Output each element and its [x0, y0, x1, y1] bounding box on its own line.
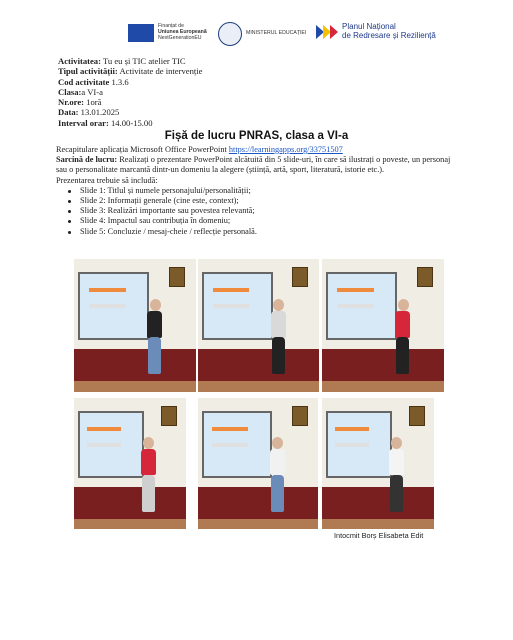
classroom-photo — [198, 398, 318, 529]
classroom-photo — [74, 398, 186, 529]
meta-activity: Activitatea: Tu eu și TIC atelier TIC — [58, 56, 186, 66]
meta-interval: Interval orar: 14.00-15.00 — [58, 117, 153, 128]
page-title: Fișă de lucru PNRAS, clasa a VI-a — [164, 130, 349, 142]
classroom-photo — [322, 259, 444, 392]
list-item: Slide 3: Realizări importante sau povestea relevantă; — [56, 206, 452, 216]
meta-date: Data: 13.01.2025 — [58, 107, 120, 118]
list-item: Slide 5: Concluzie / mesaj-cheie / reflecție personală. — [56, 227, 452, 237]
ministry-name: MINISTERUL EDUCAȚIEI — [246, 30, 307, 36]
list-item: Slide 4: Impactul sau contribuția în domeniu; — [56, 216, 452, 226]
pnrr-title: Planul Național de Redresare și Reziliență — [342, 22, 436, 40]
classroom-photo — [198, 259, 319, 392]
classroom-photo — [74, 259, 196, 392]
task-paragraph: Sarcină de lucru: Realizați o prezentare PowerPoint alcătuită din 5 slide-uri, în care să ilustrați o poveste, un personaj sau o personalitate marcantă dintr-un domeniu la alegere (știință, artă, sport, literatură, istorie etc.). — [56, 155, 451, 175]
meta-type: Tipul activității: Activitate de intervenție — [58, 66, 203, 77]
list-item: Slide 2: Informații generale (cine este, context); — [56, 196, 452, 206]
requirements-intro: Prezentarea trebuie să includă: — [56, 175, 158, 185]
ministry-seal-icon — [218, 22, 242, 46]
list-item: Slide 1: Titlul și numele personajului/personalității; — [56, 186, 452, 196]
meta-hours: Nr.ore: 1oră — [58, 97, 102, 108]
worksheet-body — [56, 145, 452, 237]
classroom-photo — [322, 398, 434, 529]
meta-code: Cod activitate 1.3.6 — [58, 76, 129, 87]
pnrr-logo-icon — [316, 25, 338, 39]
eu-flag-icon — [128, 24, 154, 42]
meta-class: Clasa:a VI-a — [58, 86, 103, 97]
eu-funding-text: Finanțat de Uniunea Europeană NextGenerationEU — [158, 23, 207, 41]
learningapps-link[interactable]: https://learningapps.org/33751507 — [228, 145, 343, 154]
signature: Intocmit Borș Elisabeta Edit — [334, 531, 424, 540]
header-logos — [128, 22, 468, 48]
recap-line: Recapitulare aplicația Microsoft Office PowerPoint https://learningapps.org/33751507 — [56, 145, 343, 154]
activity-details — [58, 56, 202, 128]
